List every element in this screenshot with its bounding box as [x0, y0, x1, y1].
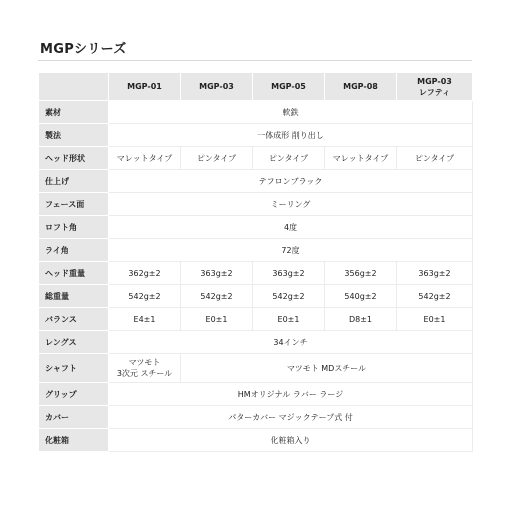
table-cell: 72度: [109, 239, 473, 262]
table-cell: マレットタイプ: [109, 147, 181, 170]
row-label: レングス: [39, 331, 109, 354]
table-row: [39, 193, 473, 216]
column-header: MGP-08: [325, 73, 397, 101]
table-cell: 542g±2: [109, 285, 181, 308]
table-cell: 軟鉄: [109, 101, 473, 124]
table-cell: パターカバー マジックテープ式 付: [109, 406, 473, 429]
table-row: [39, 216, 473, 239]
table-header-row: [39, 73, 473, 101]
table-cell: ミーリング: [109, 193, 473, 216]
table-cell: マレットタイプ: [325, 147, 397, 170]
table-cell: 363g±2: [181, 262, 253, 285]
table-body: [39, 101, 473, 452]
table-cell: E4±1: [109, 308, 181, 331]
table-cell: 一体成形 削り出し: [109, 124, 473, 147]
row-label: ロフト角: [39, 216, 109, 239]
column-header: MGP-03 レフティ: [397, 73, 473, 101]
table-row: [39, 354, 473, 383]
table-cell: 362g±2: [109, 262, 181, 285]
page-title: MGPシリーズ: [38, 40, 472, 61]
table-cell: E0±1: [181, 308, 253, 331]
table-cell: E0±1: [397, 308, 473, 331]
table-cell: 542g±2: [181, 285, 253, 308]
table-cell: ピンタイプ: [181, 147, 253, 170]
table-row: [39, 383, 473, 406]
table-row: [39, 147, 473, 170]
row-label: バランス: [39, 308, 109, 331]
column-header: MGP-03: [181, 73, 253, 101]
table-cell: ピンタイプ: [253, 147, 325, 170]
table-cell: 363g±2: [253, 262, 325, 285]
header-corner-cell: [39, 73, 109, 101]
table-row: [39, 262, 473, 285]
table-cell: テフロンブラック: [109, 170, 473, 193]
table-cell: HMオリジナル ラバー ラージ: [109, 383, 473, 406]
table-cell: ピンタイプ: [397, 147, 473, 170]
table-row: [39, 308, 473, 331]
table-row: [39, 331, 473, 354]
spec-section: [38, 40, 472, 452]
table-cell: 4度: [109, 216, 473, 239]
table-cell: 化粧箱入り: [109, 429, 473, 452]
row-label: 素材: [39, 101, 109, 124]
row-label: シャフト: [39, 354, 109, 383]
table-row: [39, 101, 473, 124]
row-label: フェース面: [39, 193, 109, 216]
row-label: ライ角: [39, 239, 109, 262]
table-cell: 356g±2: [325, 262, 397, 285]
table-row: [39, 429, 473, 452]
row-label: グリップ: [39, 383, 109, 406]
row-label: カバー: [39, 406, 109, 429]
row-label: ヘッド重量: [39, 262, 109, 285]
row-label: 仕上げ: [39, 170, 109, 193]
table-row: [39, 239, 473, 262]
table-cell: 542g±2: [397, 285, 473, 308]
column-header: MGP-01: [109, 73, 181, 101]
table-cell: D8±1: [325, 308, 397, 331]
table-row: [39, 406, 473, 429]
table-row: [39, 124, 473, 147]
table-cell: マツモト 3次元 スチール: [109, 354, 181, 383]
row-label: 製法: [39, 124, 109, 147]
row-label: 総重量: [39, 285, 109, 308]
row-label: 化粧箱: [39, 429, 109, 452]
spec-table: [38, 72, 473, 452]
row-label: ヘッド形状: [39, 147, 109, 170]
table-row: [39, 170, 473, 193]
table-row: [39, 285, 473, 308]
table-cell: 540g±2: [325, 285, 397, 308]
table-cell: 542g±2: [253, 285, 325, 308]
table-cell: マツモト MDスチール: [181, 354, 473, 383]
table-cell: E0±1: [253, 308, 325, 331]
table-cell: 34インチ: [109, 331, 473, 354]
column-header: MGP-05: [253, 73, 325, 101]
table-cell: 363g±2: [397, 262, 473, 285]
